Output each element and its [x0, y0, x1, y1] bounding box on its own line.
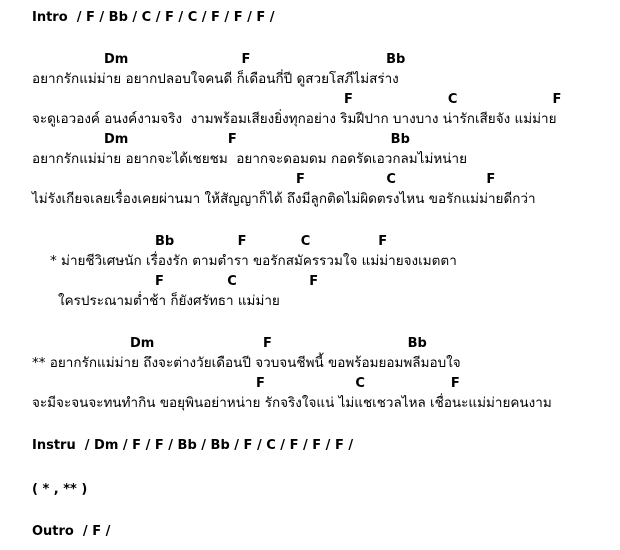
- chord-line: F C F: [155, 274, 319, 289]
- section-instru: Instru / Dm / F / F / Bb / Bb / F / C / F / F / F /: [32, 438, 354, 453]
- section-outro: Outro / F /: [32, 524, 111, 539]
- chord-line: Dm F Bb: [104, 52, 406, 67]
- lyric-line: อยากรักแม่ม่าย อยากปลอบใจคนดี ก็เดือนกี่ปี ดูสวยโสภีไม่สร่าง: [32, 71, 399, 87]
- lyric-line: อยากรักแม่ม่าย อยากจะได้เชยชม อยากจะดอมดม กอดรัดเอวกลมไม่หน่าย: [32, 151, 467, 167]
- chord-line: Dm F Bb: [104, 132, 410, 147]
- chord-line: F C F: [256, 376, 460, 391]
- section-repeat: ( * , ** ): [32, 482, 88, 497]
- chord-line: F C F: [296, 172, 496, 187]
- chord-line: Bb F C F: [155, 234, 388, 249]
- section-intro: Intro / F / Bb / C / F / C / F / F / F /: [32, 10, 275, 25]
- lyric-line: จะดูเอวองค์ อนงค์งามจริง งามพร้อมเสียงยิ่งทุกอย่าง ริมฝีปาก บางบาง น่ารักเสียจัง แม่ม่าย: [32, 111, 557, 127]
- lyric-line: ไม่รังเกียจเลยเรื่องเคยผ่านมา ให้สัญญาก็ได้ ถึงมีลูกติดไม่ผิดตรงไหน ขอรักแม่ม่ายดีกว่า: [32, 191, 536, 207]
- chord-line: F C F: [344, 92, 562, 107]
- lyric-line: * ม่ายชีวิเศษนัก เรื่องรัก ตามตำรา ขอรักสมัครรวมใจ แม่ม่ายจงเมตตา: [50, 253, 457, 269]
- lyric-line: ใครประณามต่ำช้า ก็ยังศรัทธา แม่ม่าย: [58, 293, 280, 309]
- lyric-line: ** อยากรักแม่ม่าย ถึงจะต่างวัยเดือนปี จวบจนชีพนี้ ขอพร้อมยอมพลีมอบใจ: [32, 355, 461, 371]
- chord-line: Dm F Bb: [130, 336, 427, 351]
- lyric-line: จะมีจะจนจะทนทำกิน ขอยุพินอย่าหน่าย รักจริงใจแน่ ไม่แชเชวลไหล เชื่อนะแม่ม่ายคนงาม: [32, 395, 552, 411]
